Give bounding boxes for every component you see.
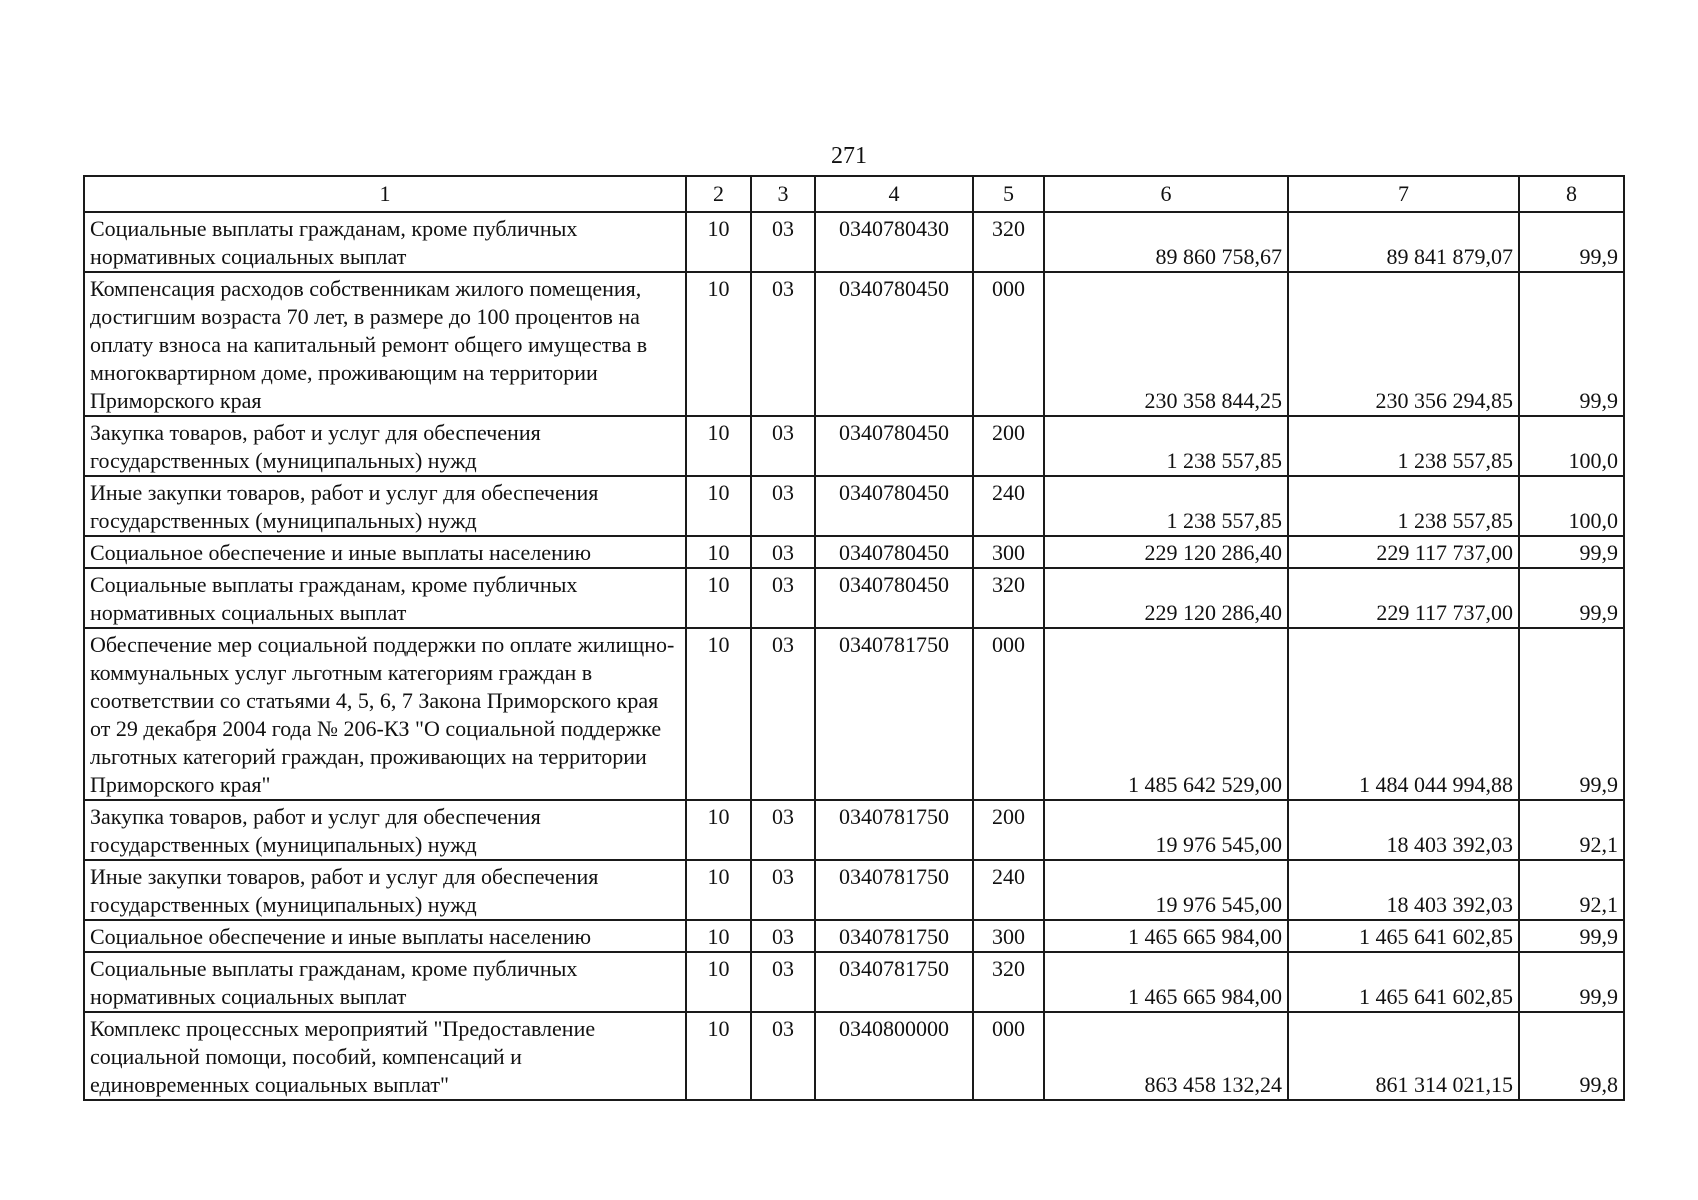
row-target-article: 0340780430	[815, 212, 973, 272]
row-target-article: 0340781750	[815, 920, 973, 952]
table-row	[84, 800, 1624, 860]
row-subsection: 03	[751, 416, 815, 476]
row-executed: 229 117 737,00	[1288, 536, 1519, 568]
row-section: 10	[686, 952, 751, 1012]
row-executed: 89 841 879,07	[1288, 212, 1519, 272]
row-subsection: 03	[751, 952, 815, 1012]
row-expense-type: 300	[973, 920, 1044, 952]
row-name: Закупка товаров, работ и услуг для обеспечения государственных (муниципальных) нужд	[84, 416, 686, 476]
row-percent: 99,8	[1519, 1012, 1624, 1100]
row-name: Социальное обеспечение и иные выплаты населению	[84, 920, 686, 952]
row-expense-type: 000	[973, 272, 1044, 416]
row-percent: 92,1	[1519, 800, 1624, 860]
row-planned: 1 465 665 984,00	[1044, 952, 1288, 1012]
row-percent: 100,0	[1519, 416, 1624, 476]
row-target-article: 0340780450	[815, 416, 973, 476]
table-row	[84, 920, 1624, 952]
row-executed: 1 465 641 602,85	[1288, 920, 1519, 952]
row-expense-type: 320	[973, 952, 1044, 1012]
row-percent: 99,9	[1519, 628, 1624, 800]
row-planned: 89 860 758,67	[1044, 212, 1288, 272]
row-subsection: 03	[751, 628, 815, 800]
row-name: Иные закупки товаров, работ и услуг для обеспечения государственных (муниципальных) нужд	[84, 476, 686, 536]
row-expense-type: 320	[973, 212, 1044, 272]
row-planned: 1 238 557,85	[1044, 476, 1288, 536]
budget-table	[83, 175, 1625, 1101]
row-executed: 1 238 557,85	[1288, 476, 1519, 536]
row-target-article: 0340800000	[815, 1012, 973, 1100]
row-planned: 229 120 286,40	[1044, 568, 1288, 628]
row-section: 10	[686, 628, 751, 800]
header-col-8: 8	[1519, 176, 1624, 212]
row-subsection: 03	[751, 860, 815, 920]
row-subsection: 03	[751, 1012, 815, 1100]
table-row	[84, 628, 1624, 800]
row-executed: 1 238 557,85	[1288, 416, 1519, 476]
row-percent: 99,9	[1519, 212, 1624, 272]
row-section: 10	[686, 920, 751, 952]
table-row	[84, 860, 1624, 920]
header-col-4: 4	[815, 176, 973, 212]
row-subsection: 03	[751, 920, 815, 952]
row-planned: 229 120 286,40	[1044, 536, 1288, 568]
row-executed: 230 356 294,85	[1288, 272, 1519, 416]
row-percent: 92,1	[1519, 860, 1624, 920]
header-col-5: 5	[973, 176, 1044, 212]
header-col-7: 7	[1288, 176, 1519, 212]
row-executed: 18 403 392,03	[1288, 800, 1519, 860]
header-row	[84, 176, 1624, 212]
row-name: Социальные выплаты гражданам, кроме публичных нормативных социальных выплат	[84, 212, 686, 272]
row-name: Компенсация расходов собственникам жилого помещения, достигшим возраста 70 лет, в размере до 100 процентов на оплату взноса на капитальный ремонт общего имущества в многоквартирном доме, проживающим на территории Приморского края	[84, 272, 686, 416]
row-target-article: 0340781750	[815, 628, 973, 800]
row-expense-type: 200	[973, 800, 1044, 860]
row-executed: 1 484 044 994,88	[1288, 628, 1519, 800]
row-percent: 99,9	[1519, 272, 1624, 416]
row-section: 10	[686, 272, 751, 416]
row-percent: 99,9	[1519, 568, 1624, 628]
row-planned: 19 976 545,00	[1044, 800, 1288, 860]
row-planned: 1 485 642 529,00	[1044, 628, 1288, 800]
row-subsection: 03	[751, 800, 815, 860]
row-name: Иные закупки товаров, работ и услуг для обеспечения государственных (муниципальных) нужд	[84, 860, 686, 920]
row-planned: 230 358 844,25	[1044, 272, 1288, 416]
row-executed: 18 403 392,03	[1288, 860, 1519, 920]
table-row	[84, 568, 1624, 628]
row-target-article: 0340781750	[815, 800, 973, 860]
row-percent: 100,0	[1519, 476, 1624, 536]
row-expense-type: 000	[973, 628, 1044, 800]
row-planned: 1 238 557,85	[1044, 416, 1288, 476]
row-target-article: 0340780450	[815, 568, 973, 628]
table-row	[84, 1012, 1624, 1100]
row-name: Закупка товаров, работ и услуг для обеспечения государственных (муниципальных) нужд	[84, 800, 686, 860]
row-target-article: 0340781750	[815, 952, 973, 1012]
row-executed: 229 117 737,00	[1288, 568, 1519, 628]
row-section: 10	[686, 1012, 751, 1100]
row-target-article: 0340780450	[815, 536, 973, 568]
header-col-3: 3	[751, 176, 815, 212]
table-row	[84, 536, 1624, 568]
row-subsection: 03	[751, 212, 815, 272]
table-row	[84, 476, 1624, 536]
row-section: 10	[686, 800, 751, 860]
row-name: Социальное обеспечение и иные выплаты населению	[84, 536, 686, 568]
row-executed: 861 314 021,15	[1288, 1012, 1519, 1100]
row-section: 10	[686, 476, 751, 536]
row-subsection: 03	[751, 272, 815, 416]
row-expense-type: 240	[973, 860, 1044, 920]
row-expense-type: 320	[973, 568, 1044, 628]
row-planned: 19 976 545,00	[1044, 860, 1288, 920]
row-section: 10	[686, 860, 751, 920]
table-row	[84, 212, 1624, 272]
row-name: Комплекс процессных мероприятий "Предоставление социальной помощи, пособий, компенсаций и единовременных социальных выплат"	[84, 1012, 686, 1100]
table-row	[84, 272, 1624, 416]
row-section: 10	[686, 536, 751, 568]
header-col-6: 6	[1044, 176, 1288, 212]
header-col-2: 2	[686, 176, 751, 212]
row-subsection: 03	[751, 536, 815, 568]
row-name: Социальные выплаты гражданам, кроме публичных нормативных социальных выплат	[84, 952, 686, 1012]
row-name: Обеспечение мер социальной поддержки по оплате жилищно-коммунальных услуг льготным категориям граждан в соответствии со статьями 4, 5, 6, 7 Закона Приморского края от 29 декабря 2004 года № 206-КЗ "О социальной поддержке льготных категорий граждан, проживающих на территории Приморского края"	[84, 628, 686, 800]
row-percent: 99,9	[1519, 952, 1624, 1012]
row-executed: 1 465 641 602,85	[1288, 952, 1519, 1012]
row-target-article: 0340781750	[815, 860, 973, 920]
table-row	[84, 952, 1624, 1012]
row-planned: 863 458 132,24	[1044, 1012, 1288, 1100]
row-subsection: 03	[751, 568, 815, 628]
row-expense-type: 300	[973, 536, 1044, 568]
row-section: 10	[686, 568, 751, 628]
page-number: 271	[831, 143, 867, 169]
table-row	[84, 416, 1624, 476]
row-expense-type: 200	[973, 416, 1044, 476]
row-subsection: 03	[751, 476, 815, 536]
row-section: 10	[686, 212, 751, 272]
row-planned: 1 465 665 984,00	[1044, 920, 1288, 952]
row-percent: 99,9	[1519, 536, 1624, 568]
row-name: Социальные выплаты гражданам, кроме публичных нормативных социальных выплат	[84, 568, 686, 628]
header-col-1: 1	[84, 176, 686, 212]
row-expense-type: 000	[973, 1012, 1044, 1100]
row-percent: 99,9	[1519, 920, 1624, 952]
row-expense-type: 240	[973, 476, 1044, 536]
row-target-article: 0340780450	[815, 272, 973, 416]
row-section: 10	[686, 416, 751, 476]
row-target-article: 0340780450	[815, 476, 973, 536]
